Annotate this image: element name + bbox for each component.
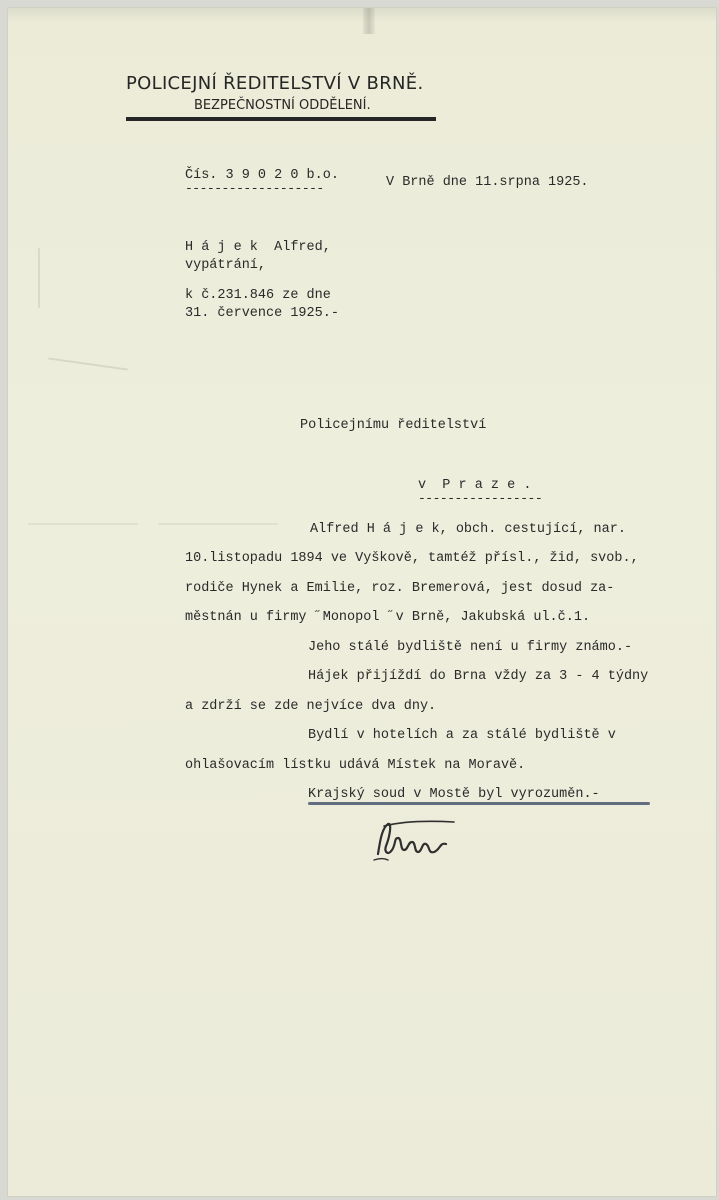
bleed-through-mark — [28, 523, 138, 525]
body-line: 10.listopadu 1894 ve Vyškově, tamtéž přísl., žid, svob., — [185, 551, 639, 566]
reference-underline: ------------------- — [185, 181, 324, 196]
body-line: rodiče Hynek a Emilie, roz. Bremerová, jest dosud za- — [185, 581, 615, 596]
addressee-city: v P r a z e . — [418, 478, 532, 493]
addressee-recipient: Policejnímu ředitelství — [300, 418, 487, 433]
bleed-through-mark — [38, 248, 100, 308]
subject-matter: vypátrání, — [185, 258, 267, 273]
subject-ref-2: 31. července 1925.- — [185, 306, 339, 321]
stamp-line-1: POLICEJNÍ ŘEDITELSTVÍ V BRNĚ. — [126, 73, 424, 94]
place-date: V Brně dne 11.srpna 1925. — [386, 175, 589, 190]
bleed-through-mark — [158, 523, 278, 525]
reference-number: Čís. 3 9 0 2 0 b.o. — [185, 168, 339, 183]
paper-top-edge — [8, 8, 716, 22]
addressee-underline: ----------------- — [418, 491, 543, 506]
stamp-rule — [126, 117, 436, 121]
document-page — [8, 8, 716, 1196]
body-line: Hájek přijíždí do Brna vždy za 3 - 4 týdny — [308, 669, 649, 684]
body-line: a zdrží se zde nejvíce dva dny. — [185, 699, 437, 714]
letterhead-stamp — [126, 73, 446, 123]
body-line: Jeho stálé bydliště není u firmy známo.- — [308, 640, 633, 655]
body-line: městnán u firmy ˝Monopol ˝v Brně, Jakubská ul.č.1. — [185, 610, 591, 625]
body-line: ohlašovacím lístku udává Místek na Moravě. — [185, 758, 526, 773]
subject-ref-1: k č.231.846 ze dne — [185, 288, 331, 303]
handwritten-signature — [370, 816, 460, 866]
bleed-through-mark — [48, 357, 127, 370]
body-line-court: Krajský soud v Mostě byl vyrozuměn.- — [308, 787, 600, 802]
paper-fold — [363, 8, 375, 34]
body-line: Alfred H á j e k, obch. cestující, nar. — [310, 522, 626, 537]
stamp-line-2: BEZPEČNOSTNÍ ODDĚLENÍ. — [194, 98, 371, 113]
blue-pencil-underline — [308, 802, 650, 805]
subject-name: H á j e k Alfred, — [185, 240, 331, 255]
body-line: Bydlí v hotelích a za stálé bydliště v — [308, 728, 616, 743]
